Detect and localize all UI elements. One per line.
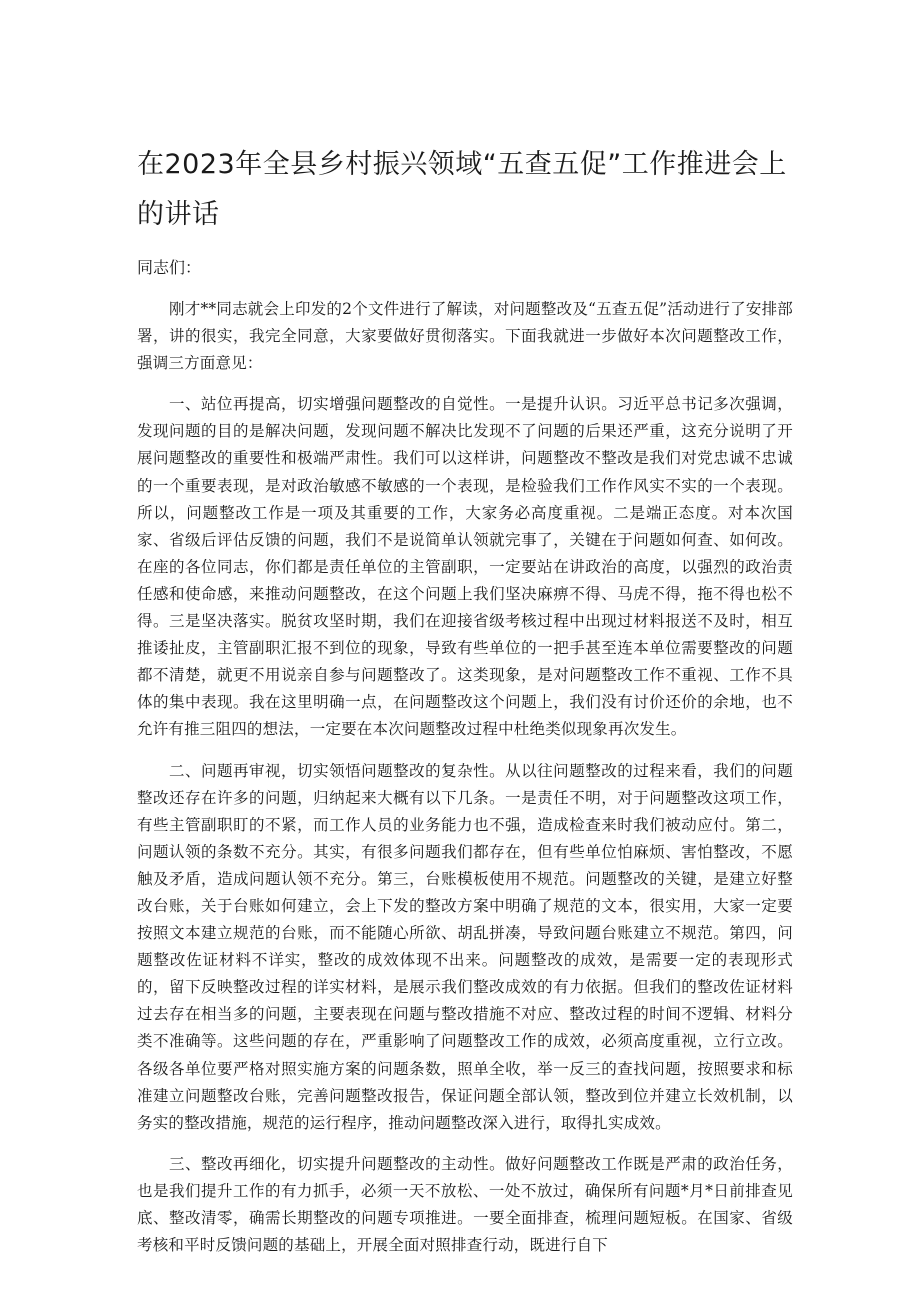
paragraph-intro: 刚才**同志就会上印发的2个文件进行了解读，对问题整改及“五查五促”活动进行了安排部署，讲的很实，我完全同意，大家要做好贯彻落实。下面我就进一步做好本次问题整改工作，强调三方面意见： [137, 300, 793, 373]
paragraph-section-3: 三、整改再细化，切实提升问题整改的主动性。做好问题整改工作既是严肃的政治任务，也是我们提升工作的有力抓手，必须一天不放松、一处不放过，确保所有问题*月*日前排查见底、整改清零，确需长期整改的问题专项推进。一要全面排查，梳理问题短板。在国家、省级考核和平时反馈问题的基础上，开展全面对照排查行动，既进行自下 [137, 1154, 793, 1255]
greeting: 同志们： [137, 258, 202, 277]
paragraph-section-1: 一、站位再提高，切实增强问题整改的自觉性。一是提升认识。习近平总书记多次强调，发现问题的目的是解决问题，发现问题不解决比发现不了问题的后果还严重，这充分说明了开展问题整改的重要性和极端严肃性。我们可以这样讲，问题整改不整改是我们对党忠诚不忠诚的一个重要表现，是对政治敏感不敏感的一个表现，是检验我们工作作风实不实的一个表现。所以，问题整改工作是一项及其重要的工作，大家务必高度重视。二是端正态度。对本次国家、省级后评估反馈的问题，我们不是说简单认领就完事了，关键在于问题如何查、如何改。在座的各位同志，你们都是责任单位的主管副职，一定要站在讲政治的高度，以强烈的政治责任感和使命感，来推动问题整改，在这个问题上我们坚决麻痹不得、马虎不得，拖不得也松不得。三是坚决落实。脱贫攻坚时期，我们在迎接省级考核过程中出现过材料报送不及时，相互推诿扯皮，主管副职汇报不到位的现象，导致有些单位的一把手甚至连本单位需要整改的问题都不清楚，就更不用说亲自参与问题整改了。这类现象，是对问题整改工作不重视、工作不具体的集中表现。我在这里明确一点，在问题整改这个问题上，我们没有讨价还价的余地，也不允许有推三阻四的想法，一定要在本次问题整改过程中杜绝类似现象再次发生。 [137, 395, 793, 739]
document-page [137, 140, 793, 1273]
paragraph-section-2: 二、问题再审视，切实领悟问题整改的复杂性。从以往问题整改的过程来看，我们的问题整改还存在许多的问题，归纳起来大概有以下几条。一是责任不明，对于问题整改这项工作，有些主管副职盯的不紧，而工作人员的业务能力也不强，造成检查来时我们被动应付。第二，问题认领的条数不充分。其实，有很多问题我们都存在，但有些单位怕麻烦、害怕整改，不愿触及矛盾，造成问题认领不充分。第三，台账模板使用不规范。问题整改的关键，是建立好整改台账，关于台账如何建立，会上下发的整改方案中明确了规范的文本，很实用，大家一定要按照文本建立规范的台账，而不能随心所欲、胡乱拼凑，导致问题台账建立不规范。第四，问题整改佐证材料不详实，整改的成效体现不出来。问题整改的成效，是需要一定的表现形式的，留下反映整改过程的详实材料，是展示我们整改成效的有力依据。但我们的整改佐证材料过去存在相当多的问题，主要表现在问题与整改措施不对应、整改过程的时间不逻辑、材料分类不准确等。这些问题的存在，严重影响了问题整改工作的成效，必须高度重视，立行立改。各级各单位要严格对照实施方案的问题条数，照单全收，举一反三的查找问题，按照要求和标准建立问题整改台账，完善问题整改报告，保证问题全部认领，整改到位并建立长效机制，以务实的整改措施，规范的运行程序，推动问题整改深入进行，取得扎实成效。 [137, 761, 793, 1132]
document-title: 在2023年全县乡村振兴领域“五查五促”工作推进会上的讲话 [137, 149, 787, 230]
